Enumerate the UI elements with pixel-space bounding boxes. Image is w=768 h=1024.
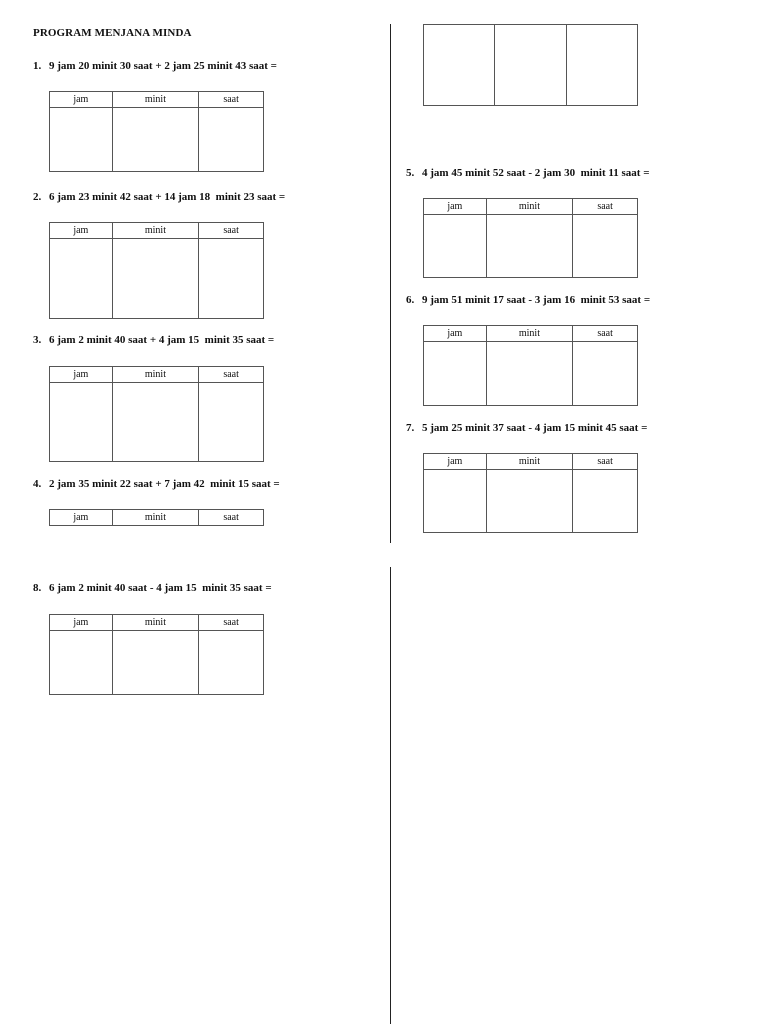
header-minit: minit [486,454,573,470]
answer-cell-minit[interactable] [112,108,199,172]
header-jam: jam [50,367,113,383]
header-jam: jam [50,615,113,631]
header-saat: saat [199,223,264,239]
question-number: 4. [33,478,42,490]
question-1 [33,60,277,72]
answer-table-4-continued [423,24,638,106]
answer-cell-saat[interactable] [573,470,638,533]
answer-cell-minit[interactable] [486,342,573,406]
question-2 [33,191,285,203]
question-text: 6 jam 23 minit 42 saat + 14 jam 18 minit 23 saat = [49,191,286,203]
answer-cell-jam[interactable] [424,470,487,533]
question-number: 7. [406,422,415,434]
header-minit: minit [112,223,199,239]
question-text: 4 jam 45 minit 52 saat - 2 jam 30 minit 11 saat = [422,167,650,179]
question-7 [406,422,647,434]
header-minit: minit [112,615,199,631]
question-number: 1. [33,60,42,72]
answer-cell-jam[interactable] [50,239,113,319]
header-jam: jam [50,510,113,526]
header-saat: saat [199,367,264,383]
header-saat: saat [199,615,264,631]
question-number: 6. [406,294,415,306]
answer-cell-minit[interactable] [495,25,566,106]
answer-table-4 [49,509,264,526]
header-minit: minit [112,367,199,383]
question-number: 3. [33,334,42,346]
question-5 [406,167,649,179]
header-minit: minit [112,92,199,108]
answer-table-3 [49,366,264,462]
header-minit: minit [486,326,573,342]
answer-cell-minit[interactable] [112,239,199,319]
question-text: 5 jam 25 minit 37 saat - 4 jam 15 minit 45 saat = [422,422,648,434]
answer-cell-saat[interactable] [199,108,264,172]
answer-cell-saat[interactable] [573,342,638,406]
answer-table-6 [423,325,638,406]
answer-cell-minit[interactable] [112,631,199,695]
answer-cell-minit[interactable] [486,215,573,278]
answer-cell-saat[interactable] [199,383,264,462]
column-divider-top [390,24,391,543]
header-jam: jam [424,454,487,470]
header-jam: jam [50,223,113,239]
answer-cell-jam[interactable] [424,25,495,106]
header-jam: jam [424,199,487,215]
answer-table-5 [423,198,638,278]
question-4 [33,478,280,490]
answer-cell-saat[interactable] [566,25,637,106]
answer-cell-jam[interactable] [424,215,487,278]
page-title: PROGRAM MENJANA MINDA [33,27,192,39]
answer-cell-jam[interactable] [424,342,487,406]
answer-cell-jam[interactable] [50,631,113,695]
header-minit: minit [112,510,199,526]
header-saat: saat [573,454,638,470]
answer-cell-minit[interactable] [486,470,573,533]
answer-cell-jam[interactable] [50,108,113,172]
question-text: 6 jam 2 minit 40 saat - 4 jam 15 minit 35 saat = [49,582,272,594]
answer-cell-jam[interactable] [50,383,113,462]
answer-table-7 [423,453,638,533]
answer-cell-saat[interactable] [199,631,264,695]
answer-table-1 [49,91,264,172]
question-6 [406,294,650,306]
header-minit: minit [486,199,573,215]
question-number: 8. [33,582,42,594]
question-text: 6 jam 2 minit 40 saat + 4 jam 15 minit 35 saat = [49,334,275,346]
question-number: 5. [406,167,415,179]
header-saat: saat [199,92,264,108]
question-text: 9 jam 51 minit 17 saat - 3 jam 16 minit 53 saat = [422,294,651,306]
question-3 [33,334,274,346]
answer-table-8 [49,614,264,695]
header-saat: saat [199,510,264,526]
header-jam: jam [424,326,487,342]
answer-cell-saat[interactable] [199,239,264,319]
header-jam: jam [50,92,113,108]
header-saat: saat [573,326,638,342]
question-text: 2 jam 35 minit 22 saat + 7 jam 42 minit 15 saat = [49,478,280,490]
header-saat: saat [573,199,638,215]
answer-cell-minit[interactable] [112,383,199,462]
question-text: 9 jam 20 minit 30 saat + 2 jam 25 minit 43 saat = [49,60,277,72]
column-divider-bottom [390,567,391,1024]
question-8 [33,582,272,594]
answer-cell-saat[interactable] [573,215,638,278]
question-number: 2. [33,191,42,203]
answer-table-2 [49,222,264,319]
